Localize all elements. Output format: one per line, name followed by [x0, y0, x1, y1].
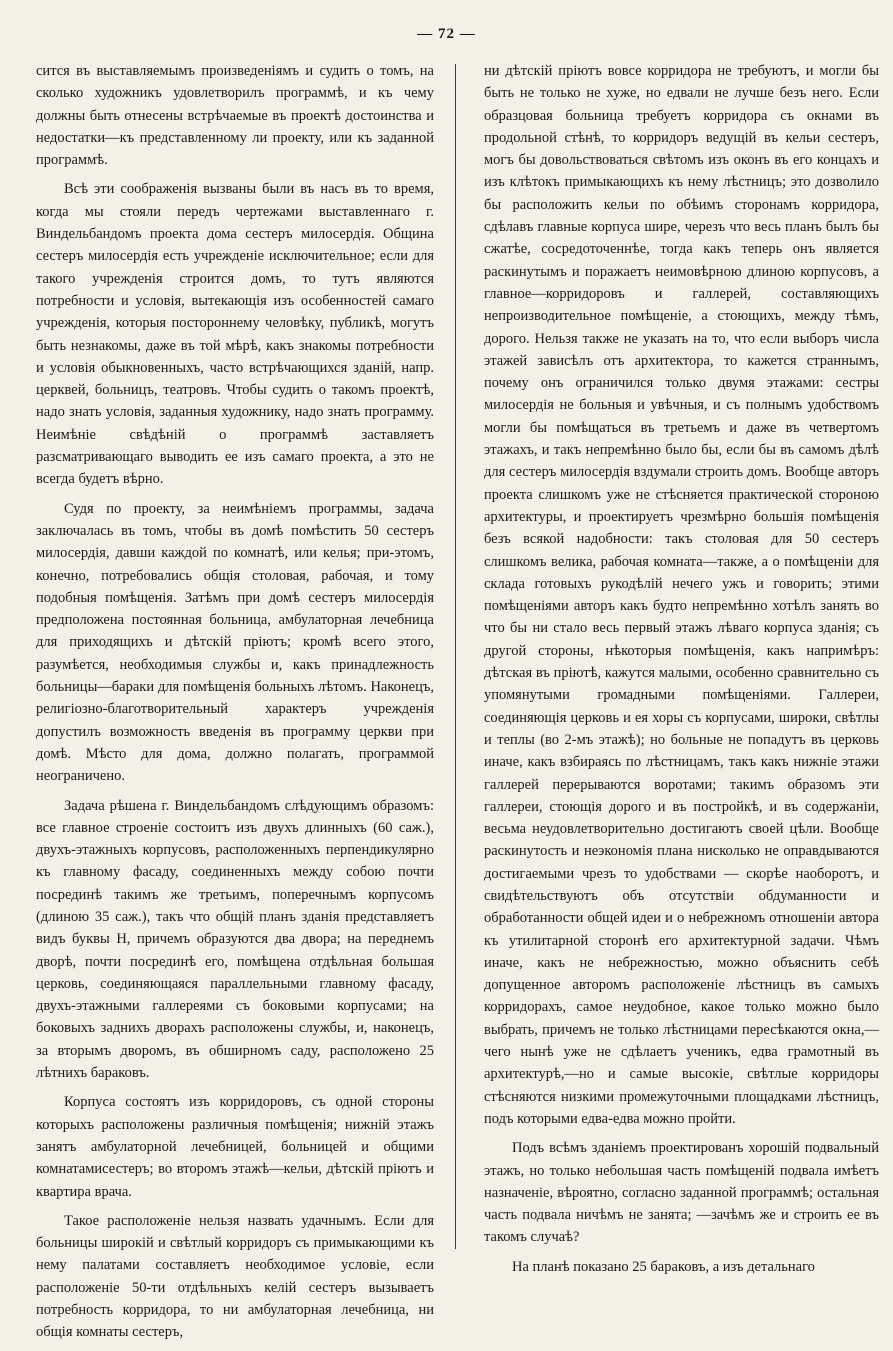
paragraph: Подъ всѣмъ зданіемъ проектированъ хорошій подвальный этажъ, но только небольшая часть помѣщеній подвала имѣетъ назначеніе, вѣроятно, согласно заданной программѣ; остальная часть подвала ничѣмъ не занята; —зачѣмъ же и строить ее въ такомъ случаѣ?: [484, 1140, 879, 1246]
paragraph: На планѣ показано 25 бараковъ, а изъ детальнаго: [512, 1258, 815, 1275]
paragraph: Такое расположеніе нельзя назвать удачнымъ. Если для больницы широкій и свѣтлый корридоръ съ примыкающими къ нему палатами составляетъ необходимое условіе, если расположеніе 50-ти отдѣльныхъ келій сестеръ вызываетъ потребность корридора, то ни амбулаторная лечебница, ни общія комнаты сестеръ,: [36, 1212, 434, 1341]
paragraph: Задача рѣшена г. Виндельбандомъ слѣдующимъ образомъ: все главное строеніе состоитъ изъ двухъ длинныхъ (60 саж.), двухъ-этажныхъ корпусовъ, расположенныхъ перпендикулярно къ главному фасаду, соединенныхъ между собою почти посрединѣ такимъ же третьимъ, поперечнымъ корпусомъ (длиною 35 саж.), такъ что общій планъ зданія представляетъ видъ буквы Н, причемъ образуются два двора; на переднемъ дворѣ, почти посрединѣ его, помѣщена отдѣльная большая церковь, соединяющаяся параллельными главному фасаду, двухъ-этажными галлереями съ боковыми корпусами; на боковыхъ заднихъ дворахъ расположены службы, и, наконецъ, за вторымъ дворомъ, въ обширномъ саду, расположено 25 лѣтнихъ бараковъ.: [36, 797, 434, 1082]
paragraph: сится въ выставляемымъ произведеніямъ и судить о томъ, на сколько художникъ удовлетворилъ программѣ, и къ чему должны быть отнесены встрѣчаемые въ проектѣ достоинства и недостатки—къ представленному ли проекту, или къ заданной программѣ.: [36, 63, 434, 169]
right-column: [484, 60, 879, 1285]
column-divider: [455, 64, 456, 1249]
left-column: [36, 60, 434, 1351]
paragraph: Судя по проекту, за неимѣніемъ программы, задача заключалась въ томъ, чтобы въ домѣ помѣстить 50 сестеръ милосердія, давши каждой по комнатѣ, или келья; при-этомъ, конечно, потребовались общія столовая, рабочая, и тому подобныя помѣщенія. Затѣмъ при домѣ сестеръ милосердія предположена постоянная больница, амбулаторная лечебница для приходящихъ и дѣтскій пріютъ; кромѣ всего этого, разумѣется, необходимыя службы и, какъ принадлежность больницы—бараки для помѣщенія больныхъ лѣтомъ. Наконецъ, религіозно-благотворительный характеръ учрежденія допустилъ возможность введенія въ программу церкви при домѣ. Мѣсто для дома, должно полагать, программой неограничено.: [36, 500, 434, 785]
paragraph: ни дѣтскій пріютъ вовсе корридора не требуютъ, и могли бы быть не только не хуже, но едвали не лучше безъ него. Если образцовая больница требуетъ корридора съ окнами въ продольной стѣнѣ, то корридоръ ведущій въ кельи сестеръ, могъ бы довольствоваться свѣтомъ изъ оконъ въ его концахъ и изъ клѣтокъ примыкающихъ къ нему лѣстницъ; это дозволило бы расположить кельи по обѣимъ сторонамъ корридора, сдѣлавъ главные корпуса шире, черезъ что весь планъ былъ бы сжатѣе, сосредоточеннѣе, тогда какъ теперь онъ является раскинутымъ и поражаетъ неимовѣрною длиною корпусовъ, а главное—корридоровъ и галлерей, составляющихъ непроизводительное помѣщеніе, а стоющихъ, между тѣмъ, дорого. Нельзя также не указать на то, что если выборъ числа этажей зависѣлъ отъ архитектора, то кажется страннымъ, почему онъ ограничился только двумя этажами: сестры милосердія не больныя и увѣчныя, и съ полнымъ удобствомъ могли бы помѣщаться въ третьемъ и даже въ четвертомъ этажахъ, и такъ непремѣнно было бы, если бы въ самомъ дѣлѣ для сестеръ милосердія вздумали строить домъ. Вообще авторъ проекта слишкомъ уже не стѣсняется практической стороною архитектуры, и проектируетъ чрезмѣрно большія помѣщенія безъ всякой надобности: такъ столовая для 50 сестеръ слишкомъ велика, рабочая комната—также, а о помѣщеніи для склада готовыхъ рукодѣлій нечего ужъ и говорить; этими помѣщеніями авторъ какъ будто непремѣнно хотѣлъ занять во что бы ни стало весь первый этажъ лѣваго корпуса зданія; съ другой стороны, нѣкоторыя помѣщенія, какъ напримѣръ: дѣтская въ пріютѣ, кажутся малыми, особенно сравнительно съ упомянутыми громадными помѣщеніями. Галлереи, соединяющія церковь и ея хоры съ корпусами, широки, свѣтлы и теплы (во 2-мъ этажѣ); но больные не попадутъ въ церковь иначе, какъ взбираясь по лѣстницамъ, такъ какъ нижніе этажи галлерей перерываются воротами; такимъ образомъ эти галлереи, стоющія дорого и въ постройкѣ, и въ содержаніи, весьма неудовлетворительно достигаютъ своей цѣли. Вообще раскинутость и неэкономія плана нисколько не оправдываются достигаемыми чрезъ то удобствами — скорѣе наоборотъ, и свидѣтельствуютъ объ отсутствіи обдуманности и обработанности общей идеи и о небрежномъ отношеніи автора къ утилитарной сторонѣ его архитектурной задачи. Чѣмъ иначе, какъ не небрежностью, можно объяснить себѣ допущенное авторомъ расположеніе лѣстницъ въ самыхъ корридорахъ, самое неудобное, какое только можно было выбрать, причемъ не только лѣстницами пересѣкаются окна,—чего нынѣ уже не сдѣлаетъ ученикъ, едва грамотный въ архитектурѣ,—но и самые высокіе, свѣтлые корридоры стѣсняются низкими промежуточными площадками лѣстницъ, подъ которыми едва-едва можно пройти.: [484, 63, 879, 1127]
page-number: — 72 —: [417, 26, 476, 42]
paragraph: Корпуса состоятъ изъ корридоровъ, съ одной стороны которыхъ расположены различныя помѣщенія; нижній этажъ занятъ амбулаторной лечебницей, больницей и общими комнатамисестеръ; во второмъ этажѣ—кельи, дѣтскій пріютъ и квартира врача.: [36, 1094, 434, 1200]
paragraph: Всѣ эти соображенія вызваны были въ насъ въ то время, когда мы стояли передъ чертежами выставленнаго г. Виндельбандомъ проекта дома сестеръ милосердія. Община сестеръ милосердія есть учрежденіе исключительное; если для такого учрежденія строится домъ, то тутъ являются потребности и условія, вытекающія изъ особенностей самаго учрежденія, которыя постороннему человѣку, публикѣ, могутъ быть незнакомы, даже въ той мѣрѣ, какъ знакомы потребности и условія обыкновенныхъ, часто встрѣчающихся зданій, напр. церквей, больницъ, театровъ. Чтобы судить о такомъ проектѣ, надо знать условія, заданныя художнику, надо знать программу. Неимѣніе свѣдѣній о программѣ заставляетъ разсматривающаго выводить ее изъ самаго проекта, а это не всегда будетъ вѣрно.: [36, 181, 434, 488]
